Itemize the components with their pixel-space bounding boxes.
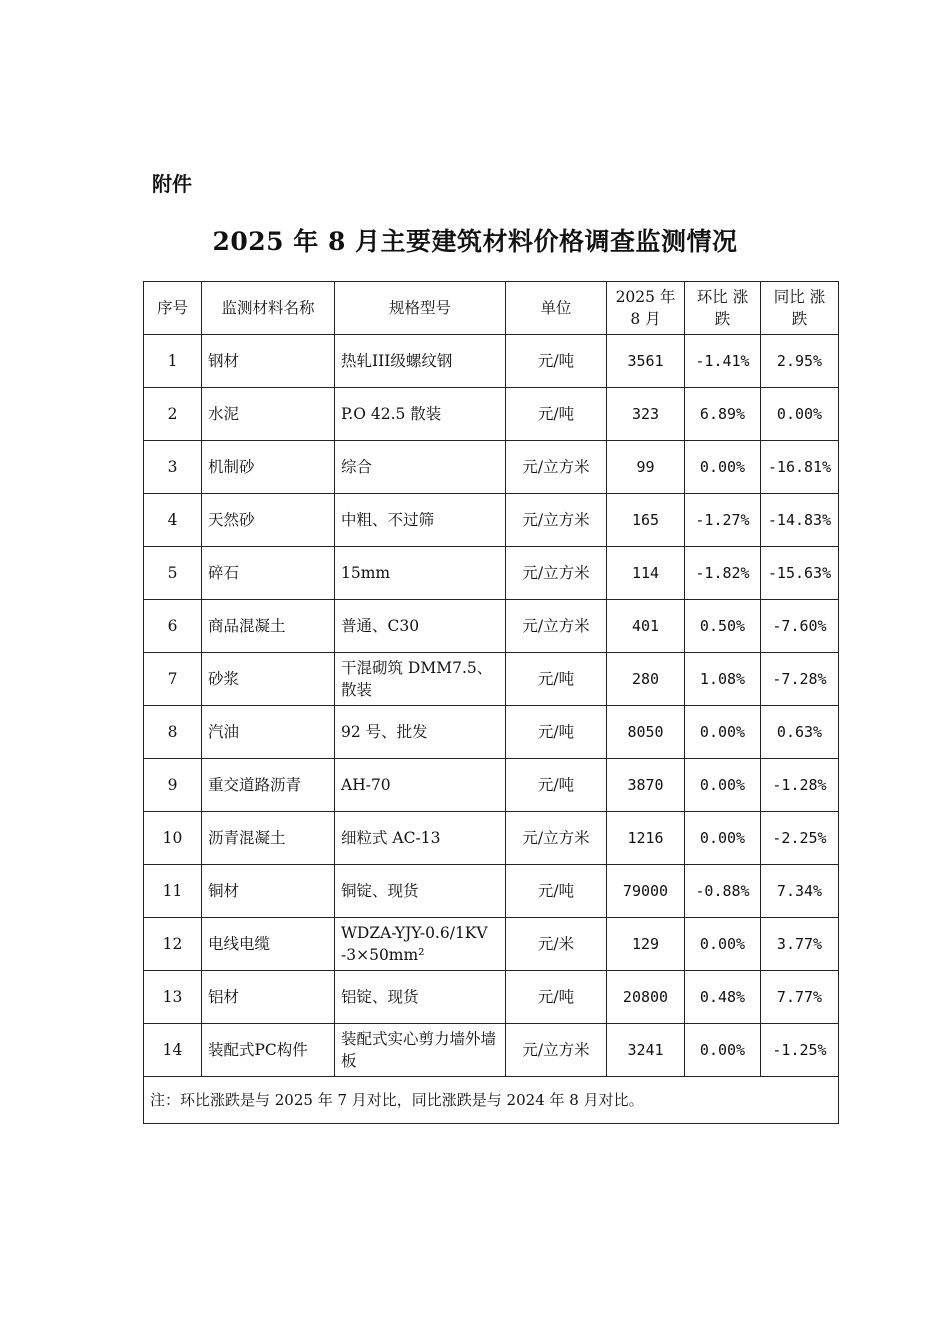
cell-mom: -0.88%	[685, 865, 761, 918]
table-note: 注：环比涨跌是与 2025 年 7 月对比，同比涨跌是与 2024 年 8 月对比。	[144, 1077, 839, 1124]
table-row	[144, 812, 839, 865]
cell-mom: -1.41%	[685, 335, 761, 388]
cell-yoy: -1.25%	[761, 1024, 839, 1077]
cell-seq: 7	[144, 653, 202, 706]
cell-seq: 8	[144, 706, 202, 759]
price-table	[143, 281, 839, 1124]
cell-price: 99	[607, 441, 685, 494]
cell-material-name: 沥青混凝土	[202, 812, 335, 865]
cell-unit: 元/立方米	[506, 494, 607, 547]
cell-yoy: 0.00%	[761, 388, 839, 441]
cell-material-name: 铜材	[202, 865, 335, 918]
table-row	[144, 335, 839, 388]
cell-yoy: -7.28%	[761, 653, 839, 706]
cell-yoy: -1.28%	[761, 759, 839, 812]
cell-seq: 12	[144, 918, 202, 971]
cell-mom: 0.50%	[685, 600, 761, 653]
table-row	[144, 918, 839, 971]
cell-seq: 14	[144, 1024, 202, 1077]
cell-mom: 0.00%	[685, 1024, 761, 1077]
cell-spec: WDZA-YJY-0.6/1KV -3×50mm²	[335, 918, 506, 971]
cell-price: 280	[607, 653, 685, 706]
cell-material-name: 装配式PC构件	[202, 1024, 335, 1077]
cell-unit: 元/立方米	[506, 441, 607, 494]
cell-price: 3561	[607, 335, 685, 388]
cell-yoy: -2.25%	[761, 812, 839, 865]
table-row	[144, 547, 839, 600]
cell-price: 129	[607, 918, 685, 971]
cell-yoy: -7.60%	[761, 600, 839, 653]
table-row	[144, 971, 839, 1024]
cell-spec: 普通、C30	[335, 600, 506, 653]
cell-material-name: 砂浆	[202, 653, 335, 706]
cell-material-name: 汽油	[202, 706, 335, 759]
cell-unit: 元/吨	[506, 759, 607, 812]
note-row	[144, 1077, 839, 1124]
cell-spec: 中粗、不过筛	[335, 494, 506, 547]
table-row	[144, 1024, 839, 1077]
header-mom: 环比 涨跌	[685, 282, 761, 335]
cell-unit: 元/吨	[506, 388, 607, 441]
cell-seq: 9	[144, 759, 202, 812]
cell-material-name: 天然砂	[202, 494, 335, 547]
cell-material-name: 电线电缆	[202, 918, 335, 971]
cell-unit: 元/吨	[506, 865, 607, 918]
cell-mom: 0.00%	[685, 759, 761, 812]
table-row	[144, 759, 839, 812]
cell-price: 323	[607, 388, 685, 441]
cell-mom: 0.48%	[685, 971, 761, 1024]
cell-mom: 0.00%	[685, 918, 761, 971]
cell-unit: 元/立方米	[506, 812, 607, 865]
cell-yoy: 7.34%	[761, 865, 839, 918]
cell-price: 114	[607, 547, 685, 600]
cell-price: 79000	[607, 865, 685, 918]
table-row	[144, 706, 839, 759]
cell-spec: 铜锭、现货	[335, 865, 506, 918]
cell-spec: 热轧III级螺纹钢	[335, 335, 506, 388]
cell-seq: 13	[144, 971, 202, 1024]
cell-spec: 装配式实心剪力墙外墙板	[335, 1024, 506, 1077]
cell-unit: 元/立方米	[506, 1024, 607, 1077]
cell-unit: 元/吨	[506, 706, 607, 759]
cell-spec: 细粒式 AC-13	[335, 812, 506, 865]
document-title: 2025 年 8 月主要建筑材料价格调查监测情况	[212, 227, 738, 256]
cell-material-name: 商品混凝土	[202, 600, 335, 653]
cell-price: 3241	[607, 1024, 685, 1077]
cell-unit: 元/吨	[506, 335, 607, 388]
cell-mom: -1.27%	[685, 494, 761, 547]
cell-seq: 4	[144, 494, 202, 547]
cell-spec: 15mm	[335, 547, 506, 600]
table-row	[144, 494, 839, 547]
cell-mom: -1.82%	[685, 547, 761, 600]
header-material-name: 监测材料名称	[202, 282, 335, 335]
table-header-row	[144, 282, 839, 335]
cell-price: 8050	[607, 706, 685, 759]
cell-price: 20800	[607, 971, 685, 1024]
cell-unit: 元/吨	[506, 653, 607, 706]
cell-spec: 92 号、批发	[335, 706, 506, 759]
cell-unit: 元/立方米	[506, 600, 607, 653]
cell-mom: 0.00%	[685, 812, 761, 865]
table-row	[144, 441, 839, 494]
cell-spec: 干混砌筑 DMM7.5、散装	[335, 653, 506, 706]
cell-material-name: 水泥	[202, 388, 335, 441]
header-price: 2025 年 8 月	[607, 282, 685, 335]
cell-yoy: -16.81%	[761, 441, 839, 494]
cell-seq: 11	[144, 865, 202, 918]
table-row	[144, 653, 839, 706]
cell-material-name: 铝材	[202, 971, 335, 1024]
cell-price: 401	[607, 600, 685, 653]
cell-yoy: 7.77%	[761, 971, 839, 1024]
cell-seq: 1	[144, 335, 202, 388]
cell-unit: 元/立方米	[506, 547, 607, 600]
cell-mom: 0.00%	[685, 706, 761, 759]
cell-unit: 元/吨	[506, 971, 607, 1024]
cell-price: 3870	[607, 759, 685, 812]
cell-yoy: 2.95%	[761, 335, 839, 388]
cell-mom: 1.08%	[685, 653, 761, 706]
cell-material-name: 碎石	[202, 547, 335, 600]
cell-material-name: 机制砂	[202, 441, 335, 494]
cell-yoy: 3.77%	[761, 918, 839, 971]
cell-yoy: -15.63%	[761, 547, 839, 600]
table-row	[144, 388, 839, 441]
table-row	[144, 600, 839, 653]
cell-unit: 元/米	[506, 918, 607, 971]
cell-material-name: 重交道路沥青	[202, 759, 335, 812]
cell-price: 165	[607, 494, 685, 547]
cell-spec: P.O 42.5 散装	[335, 388, 506, 441]
cell-seq: 6	[144, 600, 202, 653]
cell-mom: 0.00%	[685, 441, 761, 494]
header-seq: 序号	[144, 282, 202, 335]
cell-spec: AH-70	[335, 759, 506, 812]
cell-yoy: -14.83%	[761, 494, 839, 547]
header-unit: 单位	[506, 282, 607, 335]
cell-yoy: 0.63%	[761, 706, 839, 759]
cell-seq: 3	[144, 441, 202, 494]
cell-seq: 5	[144, 547, 202, 600]
cell-mom: 6.89%	[685, 388, 761, 441]
cell-material-name: 钢材	[202, 335, 335, 388]
cell-seq: 2	[144, 388, 202, 441]
header-yoy: 同比 涨跌	[761, 282, 839, 335]
cell-spec: 铝锭、现货	[335, 971, 506, 1024]
cell-price: 1216	[607, 812, 685, 865]
cell-seq: 10	[144, 812, 202, 865]
cell-spec: 综合	[335, 441, 506, 494]
attachment-label: 附件	[152, 172, 192, 196]
table-row	[144, 865, 839, 918]
header-spec: 规格型号	[335, 282, 506, 335]
